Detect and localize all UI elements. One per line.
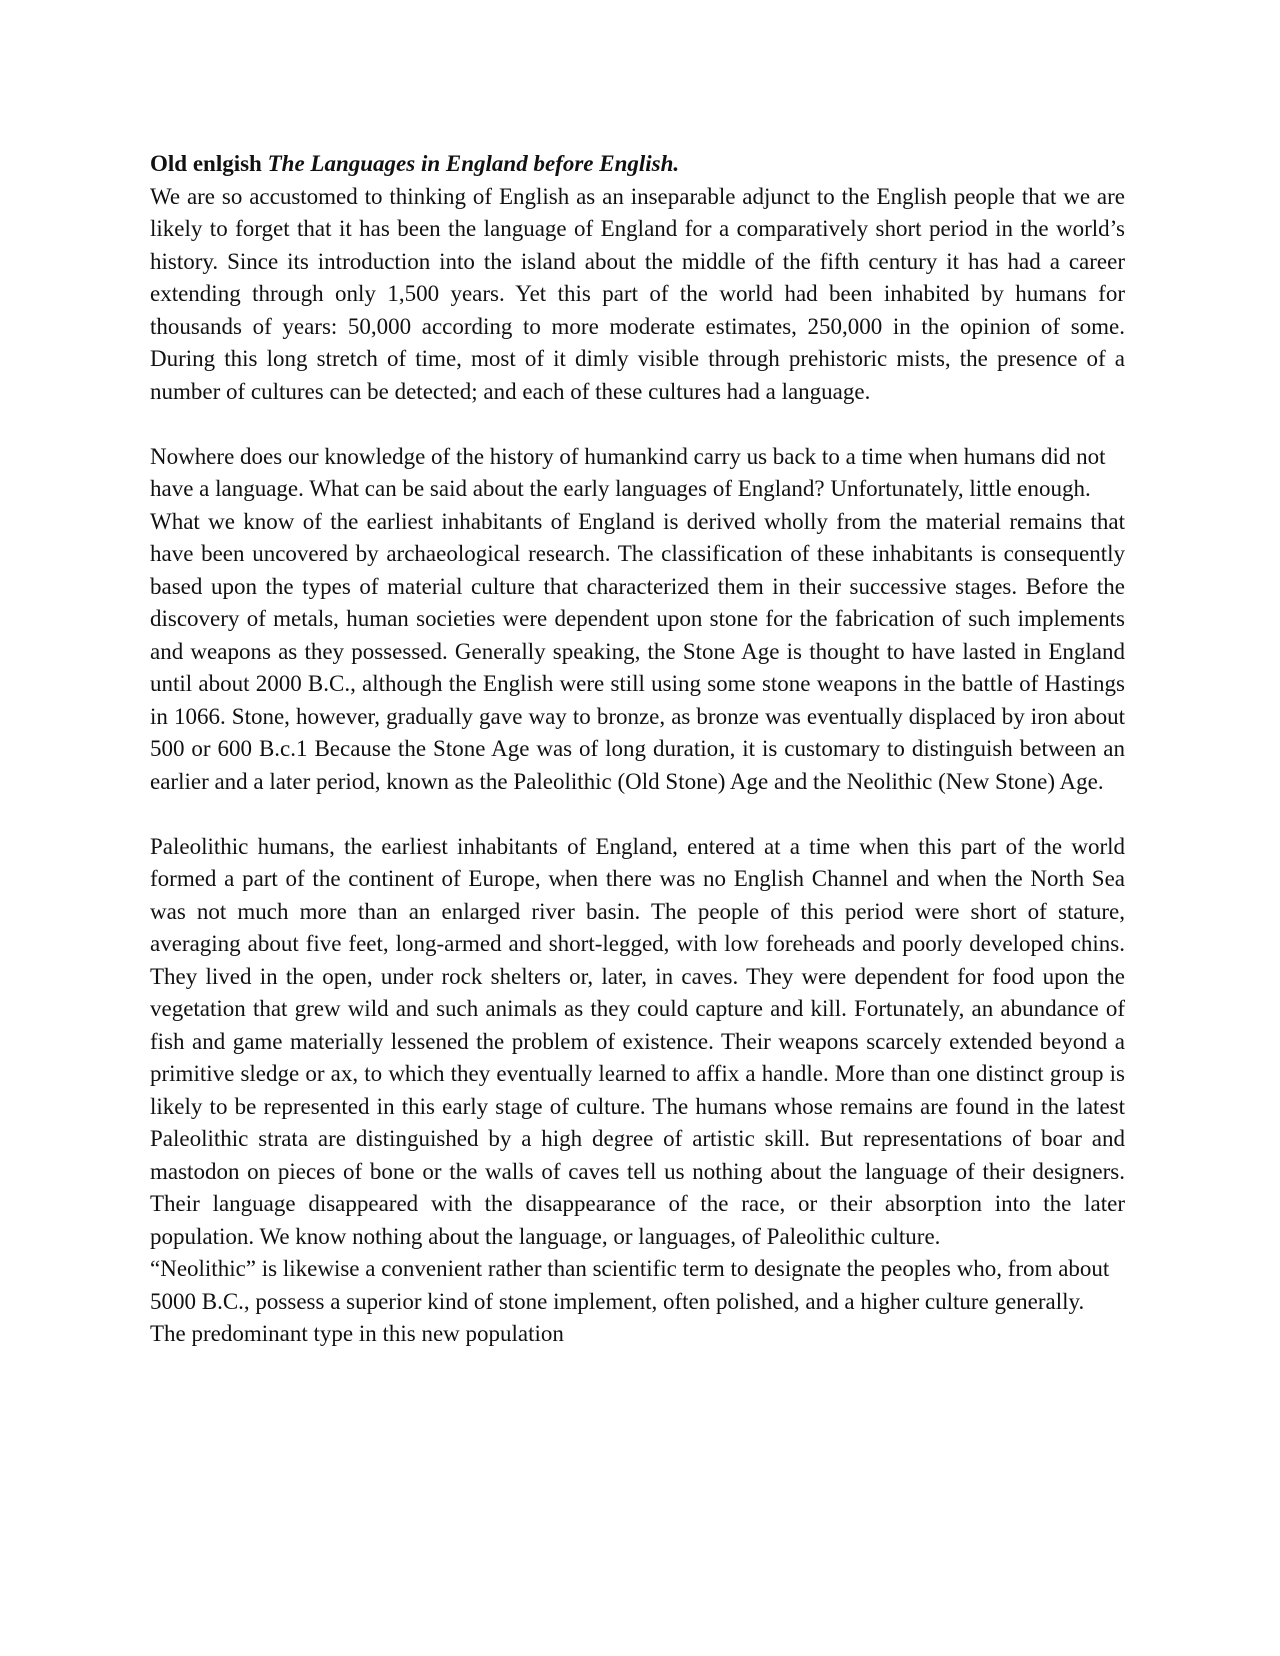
paragraph-gap [150, 798, 1125, 831]
paragraph-intro: We are so accustomed to thinking of English as an inseparable adjunct to the English people that we are likely to forget that it has been the language of England for a comparatively short period in the world’s history. Since its introduction into the island about the middle of the fifth century it has had a career extending through only 1,500 years. Yet this part of the world had been inhabited by humans for thousands of years: 50,000 according to more moderate estimates, 250,000 in the opinion of some. During this long stretch of time, most of it dimly visible through prehistoric mists, the presence of a number of cultures can be detected; and each of these cultures had a language. [150, 183, 1125, 404]
heading-prefix: Old enlgish [150, 151, 262, 176]
paragraph-nowhere: Nowhere does our knowledge of the history of humankind carry us back to a time when humans did not have a language. What can be said about the early languages of England? Unfortunately, little enough. [150, 443, 1106, 501]
document-heading [150, 148, 1125, 181]
heading-title: The Languages in England before English. [267, 151, 680, 176]
document-page [150, 148, 1125, 1351]
paragraph-gap [150, 408, 1125, 441]
paragraph-earliest-inhabitants: What we know of the earliest inhabitants of England is derived wholly from the material remains that have been uncovered by archaeological research. The classification of these inhabitants is consequently based upon the types of material culture that characterized them in their successive stages. Before the discovery of metals, human societies were dependent upon stone for the fabrication of such implements and weapons as they possessed. Generally speaking, the Stone Age is thought to have lasted in England until about 2000 B.C., although the English were still using some stone weapons in the battle of Hastings in 1066. Stone, however, gradually gave way to bronze, as bronze was eventually displaced by iron about 500 or 600 B.c.1 Because the Stone Age was of long duration, it is customary to distinguish between an earlier and a later period, known as the Paleolithic (Old Stone) Age and the Neolithic (New Stone) Age. [150, 508, 1125, 794]
paragraph-neolithic: “Neolithic” is likewise a convenient rather than scientific term to designate the peoples who, from about 5000 B.C., possess a superior kind of stone implement, often polished, and a higher culture generally. The predominant type in this new population [150, 1256, 1110, 1346]
paragraph-paleolithic: Paleolithic humans, the earliest inhabitants of England, entered at a time when this part of the world formed a part of the continent of Europe, when there was no English Channel and when the North Sea was not much more than an enlarged river basin. The people of this period were short of stature, averaging about five feet, long-armed and short-legged, with low foreheads and poorly developed chins. They lived in the open, under rock shelters or, later, in caves. They were dependent for food upon the vegetation that grew wild and such animals as they could capture and kill. Fortunately, an abundance of fish and game materially lessened the problem of existence. Their weapons scarcely extended beyond a primitive sledge or ax, to which they eventually learned to affix a handle. More than one distinct group is likely to be represented in this early stage of culture. The humans whose remains are found in the latest Paleolithic strata are distinguished by a high degree of artistic skill. But representations of boar and mastodon on pieces of bone or the walls of caves tell us nothing about the language of their designers. Their language disappeared with the disappearance of the race, or their absorption into the later population. We know nothing about the language, or languages, of Paleolithic culture. [150, 833, 1125, 1249]
